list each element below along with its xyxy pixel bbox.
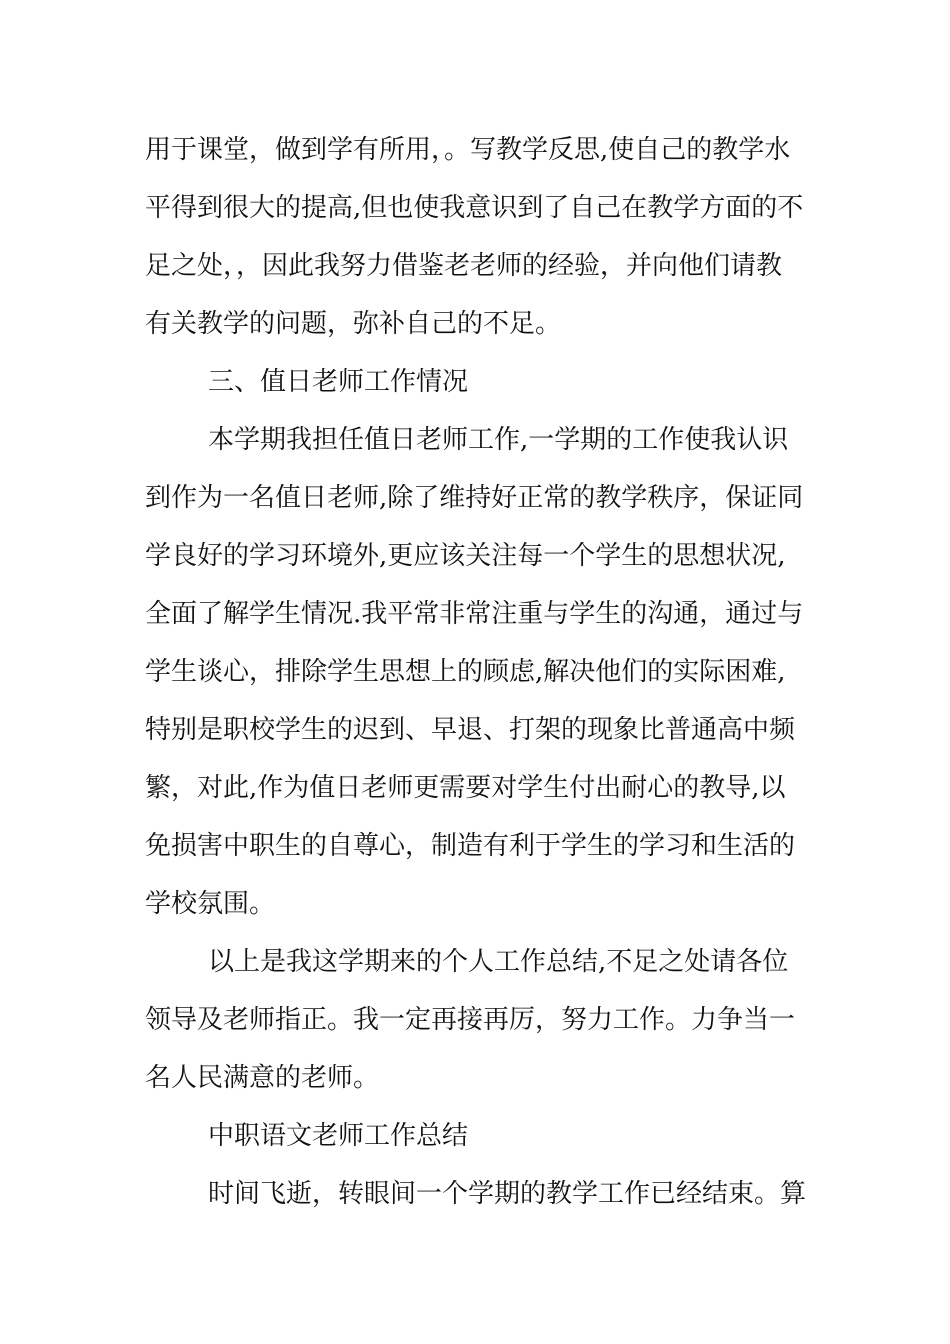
body-line: 用于课堂，做到学有所用，。写教学反思,使自己的教学水 bbox=[145, 135, 791, 165]
body-line: 领导及老师指正。我一定再接再厉，努力工作。力争当一 bbox=[145, 1005, 796, 1035]
body-line: 有关教学的问题，弥补自己的不足。 bbox=[145, 309, 562, 339]
section-heading: 中职语文老师工作总结 bbox=[208, 1121, 469, 1151]
body-line: 特别是职校学生的迟到、早退、打架的现象比普通高中频 bbox=[145, 715, 796, 745]
body-line: 全面了解学生情况.我平常非常注重与学生的沟通，通过与 bbox=[145, 599, 804, 629]
body-line: 学良好的学习环境外,更应该关注每一个学生的思想状况, bbox=[145, 541, 786, 571]
body-line: 免损害中职生的自尊心，制造有利于学生的学习和生活的 bbox=[145, 831, 796, 861]
body-line: 学生谈心，排除学生思想上的顾虑,解决他们的实际困难, bbox=[145, 657, 786, 687]
body-line: 以上是我这学期来的个人工作总结,不足之处请各位 bbox=[208, 947, 789, 977]
body-line: 足之处，，因此我努力借鉴老老师的经验，并向他们请教 bbox=[145, 251, 783, 281]
body-line: 繁，对此,作为值日老师更需要对学生付出耐心的教导,以 bbox=[145, 773, 786, 803]
body-line: 到作为一名值日老师,除了维持好正常的教学秩序，保证同 bbox=[145, 483, 804, 513]
body-line: 名人民满意的老师。 bbox=[145, 1063, 380, 1093]
body-line: 本学期我担任值日老师工作,一学期的工作使我认识 bbox=[208, 425, 789, 455]
body-line: 时间飞逝，转眼间一个学期的教学工作已经结束。算 bbox=[208, 1179, 807, 1209]
body-line: 平得到很大的提高,但也使我意识到了自己在教学方面的不 bbox=[145, 193, 804, 223]
body-line: 学校氛围。 bbox=[145, 889, 276, 919]
section-heading: 三、值日老师工作情况 bbox=[208, 367, 469, 397]
